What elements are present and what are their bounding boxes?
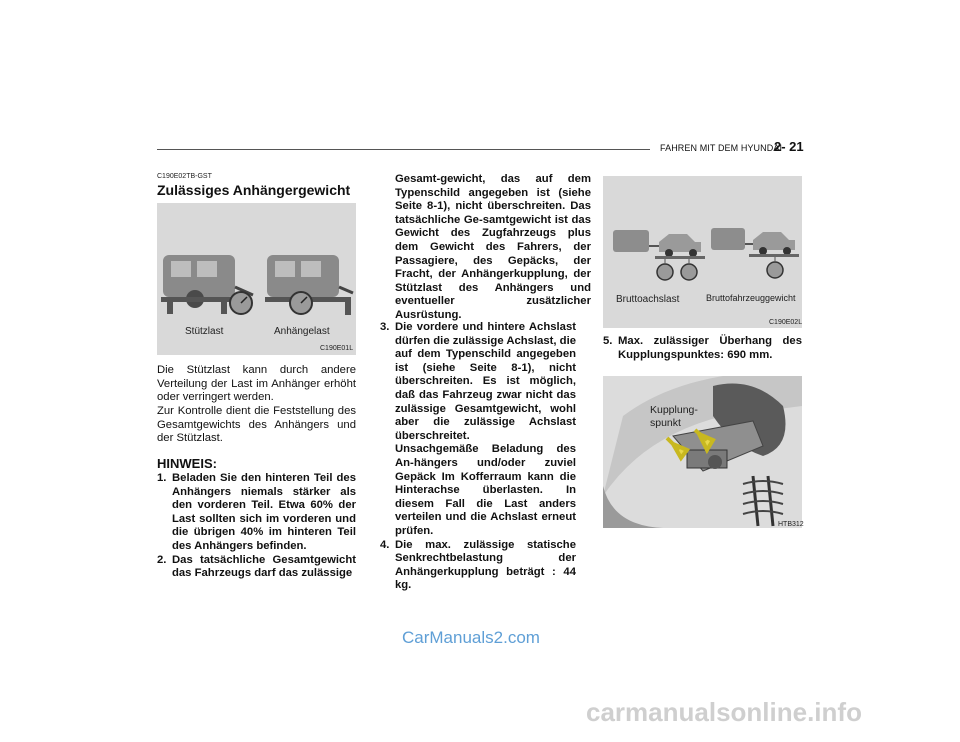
- watermark-top[interactable]: CarManuals2.com: [402, 628, 540, 647]
- hitch-illustration: [603, 376, 802, 528]
- note-list: [603, 335, 802, 362]
- section-title: FAHREN MIT DEM HYUNDAI: [660, 143, 783, 153]
- hitch-figure: [603, 376, 802, 528]
- figure-label-trailer: Anhängelast: [274, 326, 330, 337]
- figure-code: HTB312: [778, 521, 804, 528]
- car-trailer-scale-illustration: [603, 176, 802, 328]
- list-item: 1. Beladen Sie den hinteren Teil des Anhängers niemals stärker als den vorderen Teil. Etwa 60% der Last sollten sich im vorderen und die übrigen 40% im hinteren Teil des Anhängers befinden.: [157, 472, 356, 552]
- scale-icon: [681, 264, 697, 280]
- axle-weight-figure: [603, 176, 802, 328]
- note-list: [157, 472, 356, 581]
- figure-code: C190E02L: [769, 319, 803, 326]
- paragraph: Zur Kontrolle dient die Feststellung des Gesamtgewichts des Anhängers und der Stützlast.: [157, 405, 356, 445]
- list-item: 2. Das tatsächliche Gesamtgewicht das Fahrzeugs darf das zulässige: [157, 553, 356, 580]
- watermark-bottom[interactable]: carmanualsonline.info: [586, 697, 862, 727]
- figure-code: C190E01L: [320, 345, 354, 352]
- list-item: 5. Max. zulässiger Überhang des Kupplungspunktes: 690 mm.: [603, 335, 802, 361]
- tongue-load-figure: [157, 203, 356, 355]
- figure-label-tongue: Stützlast: [185, 326, 224, 337]
- list-item: 3. Die vordere und hintere Achslast dürfen die zulässige Achslast, die auf dem Typenschild angegeben ist (siehe Seite 8-1), nicht überschreiten. Es ist möglich, daß das Fahrzeug zwar nicht das zulässige Gesamtgewicht, wohl aber die zulässige Achslast überschreitet. Unsachgemäße Beladung des An-hängers und/oder zuviel Gepäck Im Kofferraum kann die Hinterachse überlasten. In diesem Fall die Last anders verteilen und die Achslast erneut prüfen.: [380, 321, 577, 537]
- figure-label-gross: Bruttofahrzeuggewicht: [706, 293, 796, 303]
- note-list: [380, 321, 576, 593]
- figure-label-axle: Bruttoachslast: [616, 294, 680, 305]
- paragraph: Die Stützlast kann durch andere Verteilung der Last im Anhänger erhöht oder verringert werden.: [157, 364, 356, 404]
- scale-icon: [767, 262, 783, 278]
- section-code: C190E02TB-GST: [157, 173, 212, 180]
- page-title: Zulässiges Anhängergewicht: [157, 182, 351, 198]
- list-item: 4. Die max. zulässige statische Senkrechtbelastung der Anhängerkupplung beträgt : 44 kg.: [380, 538, 576, 592]
- hitch-point-label: Kupplung- spunkt: [650, 404, 698, 429]
- header-rule: [157, 149, 650, 150]
- scale-icon: [657, 264, 673, 280]
- note-heading: HINWEIS:: [157, 456, 217, 471]
- page-number: 2- 21: [774, 139, 804, 154]
- paragraph: Gesamt-gewicht, das auf dem Typenschild angegeben ist (siehe Seite 8-1), nicht überschreiten. Das tatsächliche Ge-samtgewicht ist das Gewicht des Zugfahrzeugs plus dem Gewicht des Fahrers, der Passagiere, des Gepäcks, der Fracht, der Anhängerkupplung, der Stützlast des Anhängers und eventueller zusätzlicher Ausrüstung.: [395, 173, 591, 321]
